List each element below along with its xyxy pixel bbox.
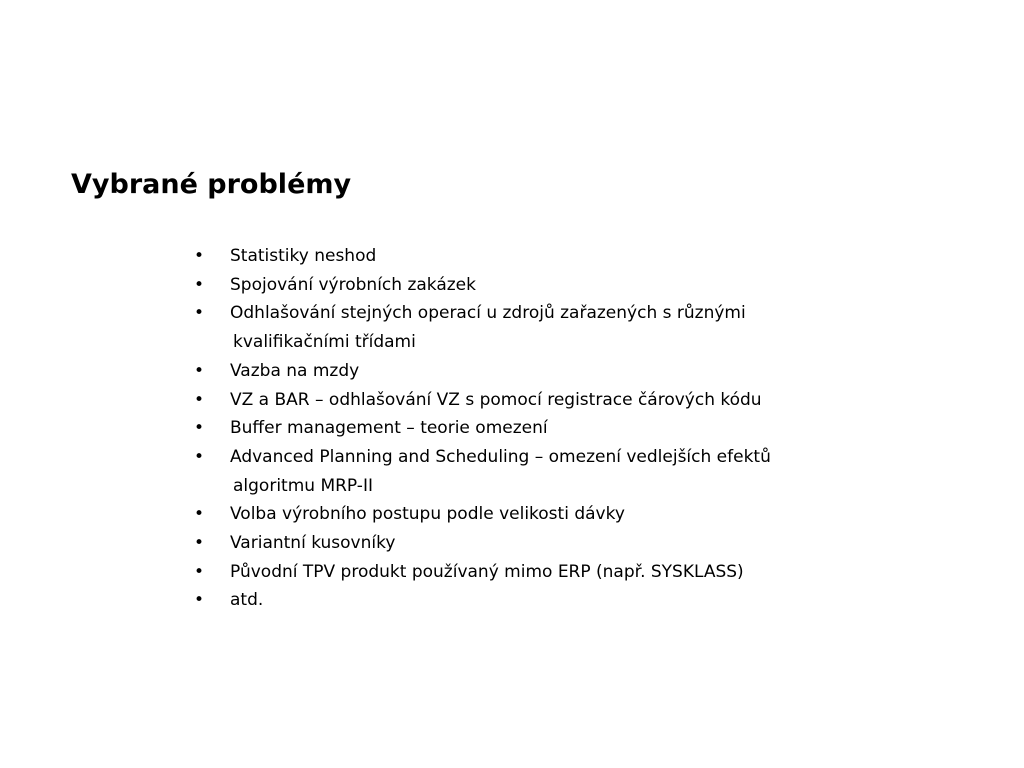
bullet-icon: • <box>194 446 205 467</box>
list-item <box>194 500 974 529</box>
bullet-icon: • <box>194 418 205 439</box>
list-item <box>194 529 974 558</box>
bullet-text: Vazba na mzdy <box>230 360 360 381</box>
bullet-icon: • <box>194 504 205 525</box>
slide-title: Vybrané problémy <box>71 169 352 200</box>
list-item <box>194 271 974 300</box>
bullet-text: Volba výrobního postupu podle velikosti dávky <box>230 504 625 525</box>
list-item <box>194 414 974 443</box>
bullet-icon: • <box>194 561 205 582</box>
bullet-icon: • <box>194 303 205 324</box>
bullet-icon: • <box>194 246 205 266</box>
list-item <box>194 357 974 386</box>
list-item <box>194 242 974 271</box>
bullet-icon: • <box>194 274 205 295</box>
list-item <box>194 299 974 356</box>
bullet-text: atd. <box>230 590 264 611</box>
bullet-text: Spojování výrobních zakázek <box>230 274 476 295</box>
list-item <box>194 586 974 615</box>
bullet-continuation: algoritmu MRP-II <box>233 475 373 496</box>
bullet-icon: • <box>194 360 205 381</box>
list-item <box>194 443 974 500</box>
bullet-text: Advanced Planning and Scheduling – omezení vedlejších efektů <box>230 446 771 467</box>
bullet-text: VZ a BAR – odhlašování VZ s pomocí registrace čárových kódu <box>230 389 762 410</box>
list-item <box>194 558 974 587</box>
bullet-continuation: kvalifikačními třídami <box>233 332 416 353</box>
bullet-list <box>194 242 974 615</box>
bullet-text: Statistiky neshod <box>230 246 377 266</box>
bullet-text: Variantní kusovníky <box>230 533 396 554</box>
bullet-icon: • <box>194 590 205 611</box>
bullet-text: Odhlašování stejných operací u zdrojů zařazených s různými <box>230 303 746 324</box>
bullet-icon: • <box>194 389 205 410</box>
bullet-icon: • <box>194 533 205 554</box>
bullet-text: Původní TPV produkt používaný mimo ERP (např. SYSKLASS) <box>230 561 744 582</box>
list-item <box>194 386 974 415</box>
bullet-text: Buffer management – teorie omezení <box>230 418 548 439</box>
